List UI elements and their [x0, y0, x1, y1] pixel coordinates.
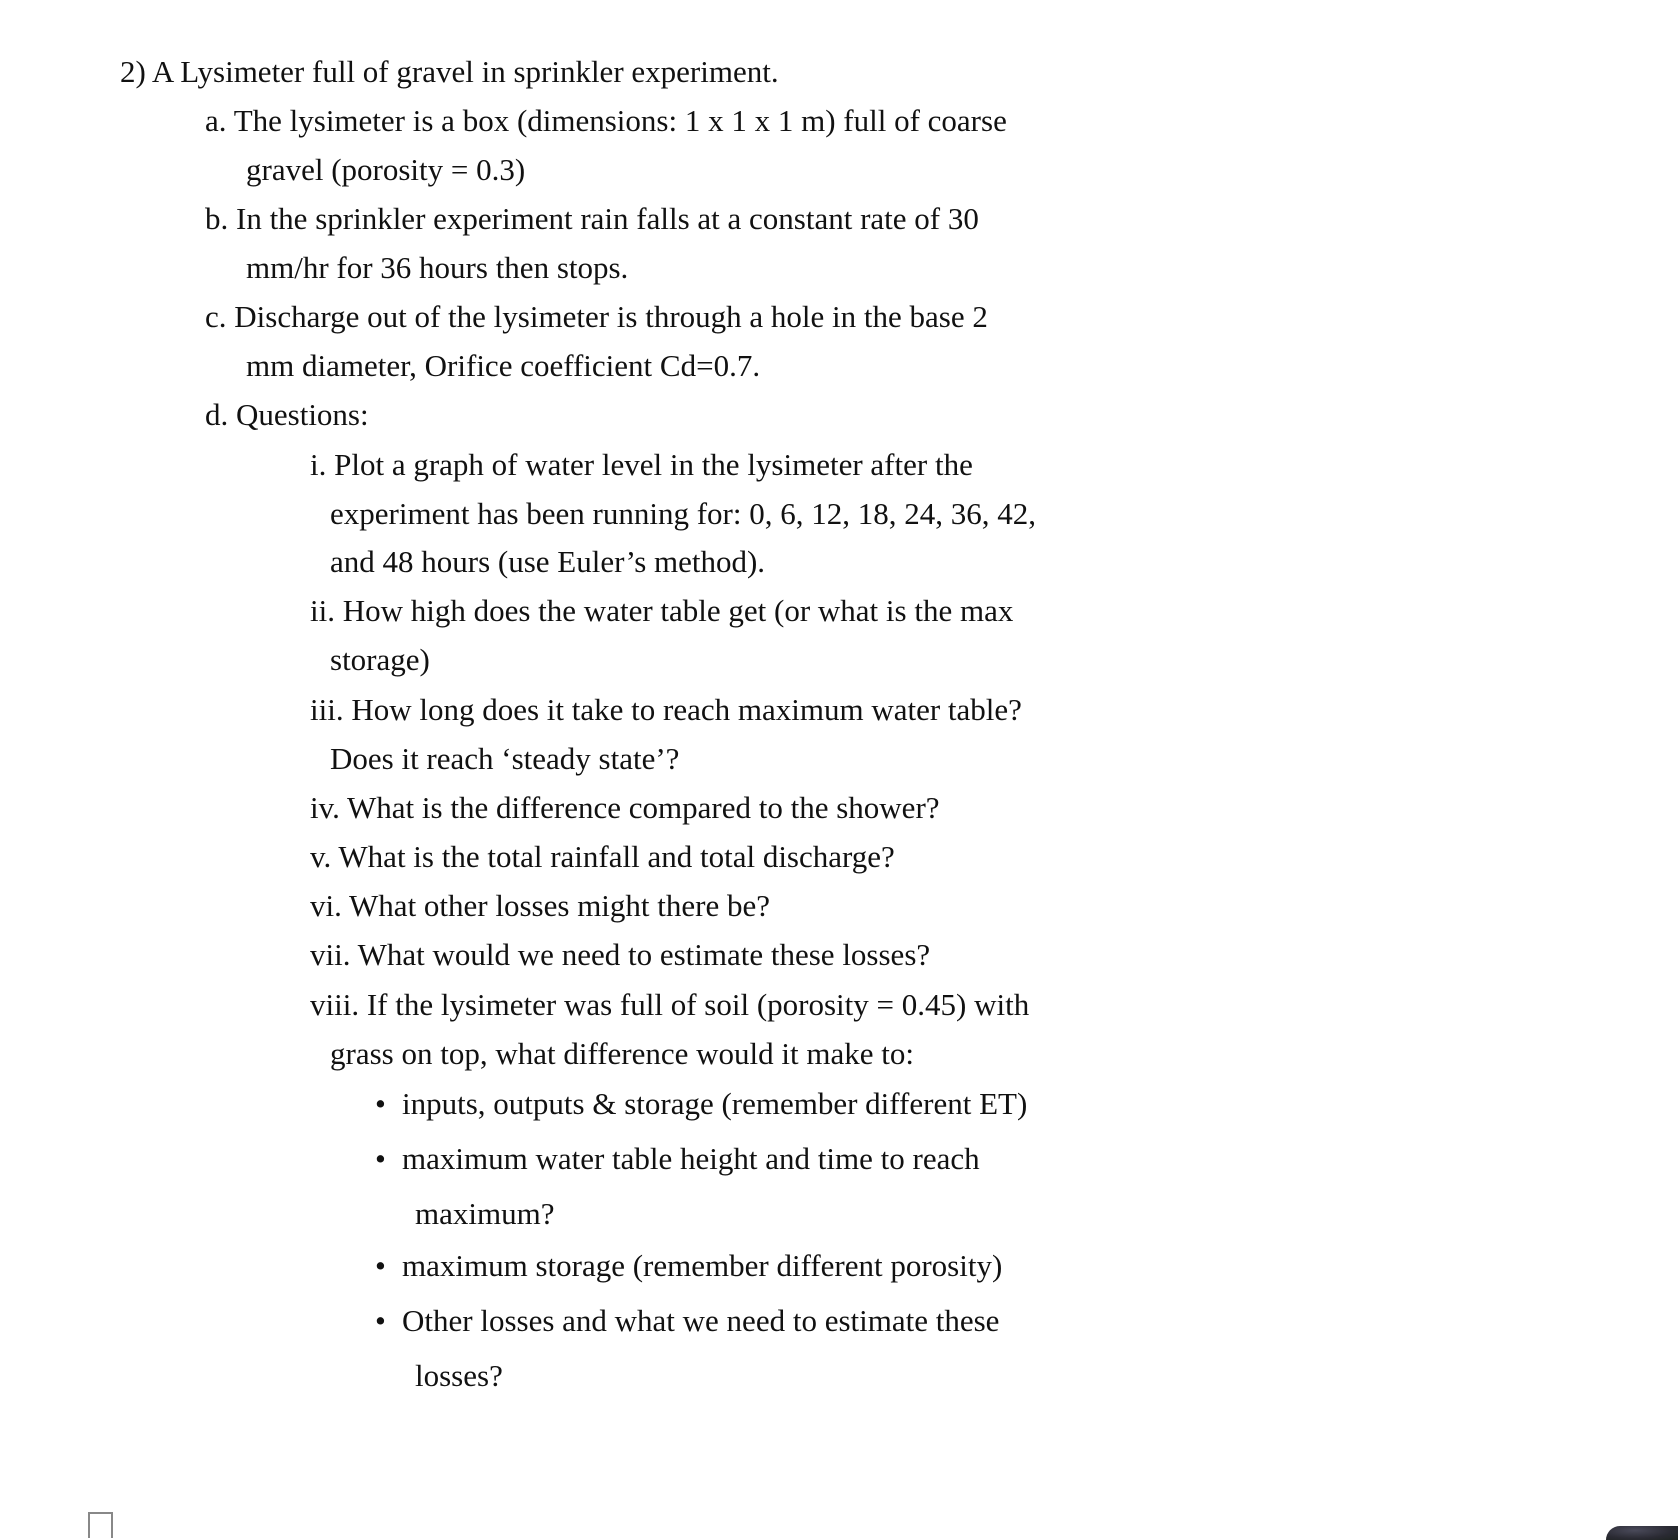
question-vi: vi. What other losses might there be?	[310, 888, 771, 923]
bullet-1: inputs, outputs & storage (remember different ET)	[402, 1086, 1028, 1121]
question-i-line-3: and 48 hours (use Euler’s method).	[330, 544, 766, 579]
question-vii: vii. What would we need to estimate these losses?	[310, 937, 931, 972]
bullet-3: maximum storage (remember different porosity)	[402, 1248, 1003, 1283]
floating-button[interactable]	[1606, 1526, 1678, 1540]
question-i-line-1: i. Plot a graph of water level in the lysimeter after the	[310, 447, 973, 482]
question-iii-line-2: Does it reach ‘steady state’?	[330, 741, 680, 776]
question-i-line-2: experiment has been running for: 0, 6, 12, 18, 24, 36, 42,	[330, 496, 1036, 531]
question-viii-line-1: viii. If the lysimeter was full of soil (porosity = 0.45) with	[310, 987, 1030, 1022]
bullet-2-line-2: maximum?	[415, 1196, 555, 1231]
item-d-line-1: d. Questions:	[205, 397, 369, 432]
problem-title: 2) A Lysimeter full of gravel in sprinkler experiment.	[120, 54, 779, 89]
checkbox[interactable]	[88, 1512, 113, 1538]
bullet-icon: •	[375, 1086, 386, 1121]
question-viii-line-2: grass on top, what difference would it make to:	[330, 1036, 914, 1071]
bullet-4-line-2: losses?	[415, 1358, 503, 1393]
bullet-2-line-1: maximum water table height and time to reach	[402, 1141, 980, 1176]
bullet-icon: •	[375, 1141, 386, 1176]
item-a-line-2: gravel (porosity = 0.3)	[246, 152, 526, 187]
question-iv: iv. What is the difference compared to the shower?	[310, 790, 940, 825]
item-c-line-1: c. Discharge out of the lysimeter is through a hole in the base 2	[205, 299, 988, 334]
question-ii-line-2: storage)	[330, 642, 430, 677]
question-iii-line-1: iii. How long does it take to reach maximum water table?	[310, 692, 1022, 727]
question-v: v. What is the total rainfall and total discharge?	[310, 839, 895, 874]
item-b-line-2: mm/hr for 36 hours then stops.	[246, 250, 629, 285]
question-ii-line-1: ii. How high does the water table get (or what is the max	[310, 593, 1014, 628]
item-b-line-1: b. In the sprinkler experiment rain falls at a constant rate of 30	[205, 201, 979, 236]
item-c-line-2: mm diameter, Orifice coefficient Cd=0.7.	[246, 348, 761, 383]
item-a-line-1: a. The lysimeter is a box (dimensions: 1 x 1 x 1 m) full of coarse	[205, 103, 1007, 138]
bullet-icon: •	[375, 1303, 386, 1338]
bullet-4-line-1: Other losses and what we need to estimate these	[402, 1303, 1000, 1338]
bullet-icon: •	[375, 1248, 386, 1283]
